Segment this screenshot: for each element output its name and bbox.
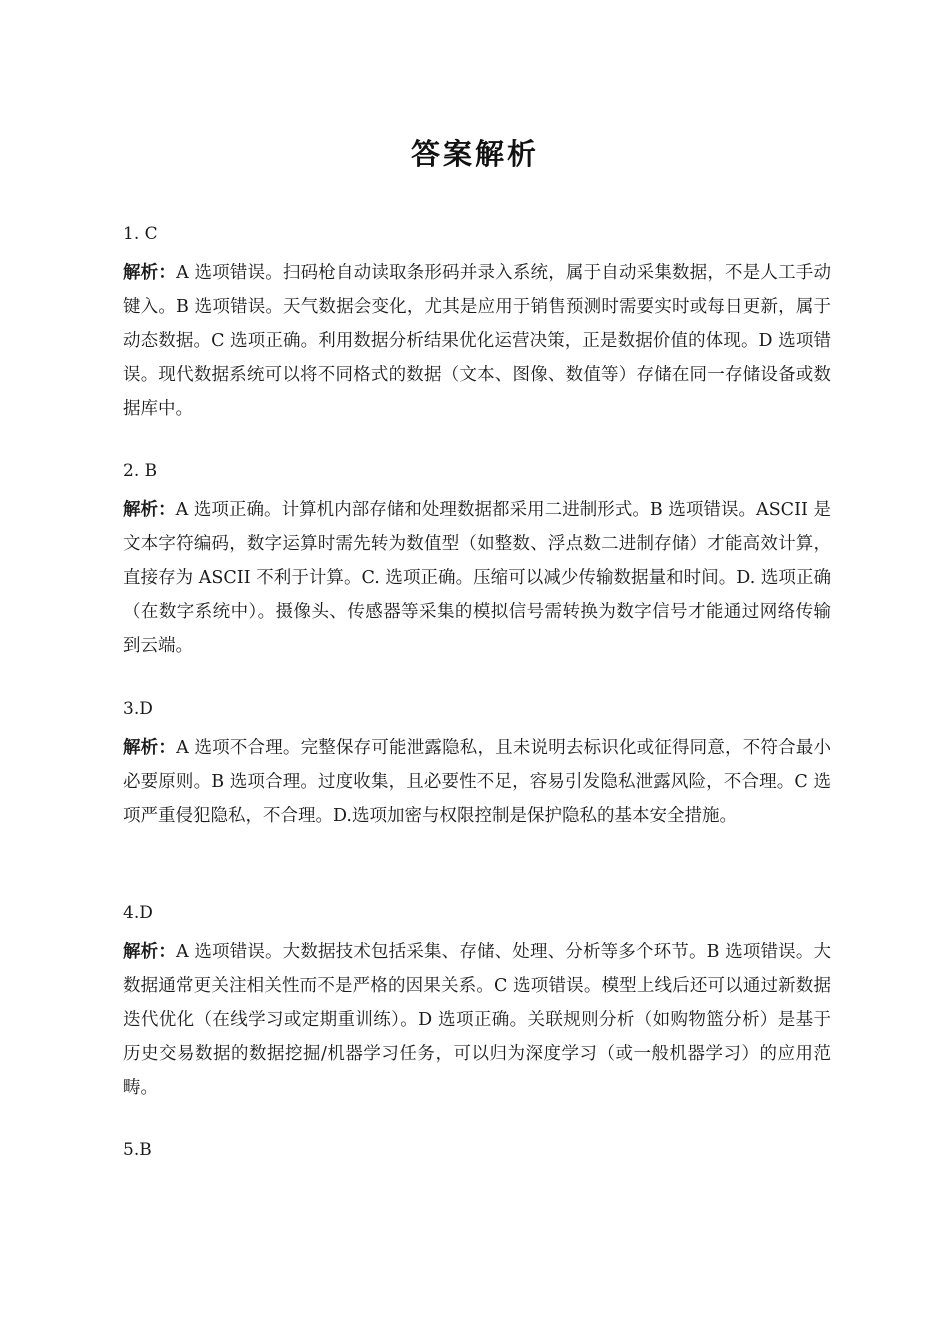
answer-number: 5.B	[123, 1140, 152, 1160]
explanation-label: 解析：	[123, 942, 176, 962]
answer-item-1	[123, 222, 831, 426]
answer-number: 4.D	[123, 903, 153, 923]
answer-explanation	[123, 256, 831, 426]
explanation-text: A 选项正确。计算机内部存储和处理数据都采用二进制形式。B 选项错误。ASCII 是文本字符编码，数字运算时需先转为数值型（如整数、浮点数二进制存储）才能高效计算，直接存为 ASCII 不利于计算。C. 选项正确。压缩可以减少传输数据量和时间。D. 选项正确（在数字系统中）。摄像头、传感器等采集的模拟信号需转换为数字信号才能通过网络传输到云端。	[123, 500, 832, 656]
answer-item-3	[123, 697, 831, 833]
explanation-text: A 选项不合理。完整保存可能泄露隐私，且未说明去标识化或征得同意，不符合最小必要原则。B 选项合理。过度收集，且必要性不足，容易引发隐私泄露风险，不合理。C 选项严重侵犯隐私，不合理。D.选项加密与权限控制是保护隐私的基本安全措施。	[123, 738, 831, 826]
explanation-label: 解析：	[123, 500, 176, 520]
explanation-text: A 选项错误。大数据技术包括采集、存储、处理、分析等多个环节。B 选项错误。大数据通常更关注相关性而不是严格的因果关系。C 选项错误。模型上线后还可以通过新数据迭代优化（在线学习或定期重训练）。D 选项正确。关联规则分析（如购物篮分析）是基于历史交易数据的数据挖掘/机器学习任务，可以归为深度学习（或一般机器学习）的应用范畴。	[123, 942, 832, 1098]
answer-number: 1. C	[123, 224, 158, 244]
answer-explanation	[123, 731, 831, 833]
answer-number: 2. B	[123, 461, 158, 481]
answer-explanation	[123, 493, 831, 663]
answer-explanation	[123, 935, 831, 1105]
answer-item-5	[123, 1138, 831, 1172]
explanation-label: 解析：	[123, 738, 177, 758]
explanation-label: 解析：	[123, 263, 177, 283]
answer-item-2	[123, 459, 831, 663]
answer-item-4	[123, 901, 831, 1105]
explanation-text: A 选项错误。扫码枪自动读取条形码并录入系统，属于自动采集数据，不是人工手动键入。B 选项错误。天气数据会变化，尤其是应用于销售预测时需要实时或每日更新，属于动态数据。C 选项正确。利用数据分析结果优化运营决策，正是数据价值的体现。D 选项错误。现代数据系统可以将不同格式的数据（文本、图像、数值等）存储在同一存储设备或数据库中。	[123, 263, 831, 419]
answer-number: 3.D	[123, 699, 153, 719]
page-title: 答案解析	[410, 137, 539, 171]
